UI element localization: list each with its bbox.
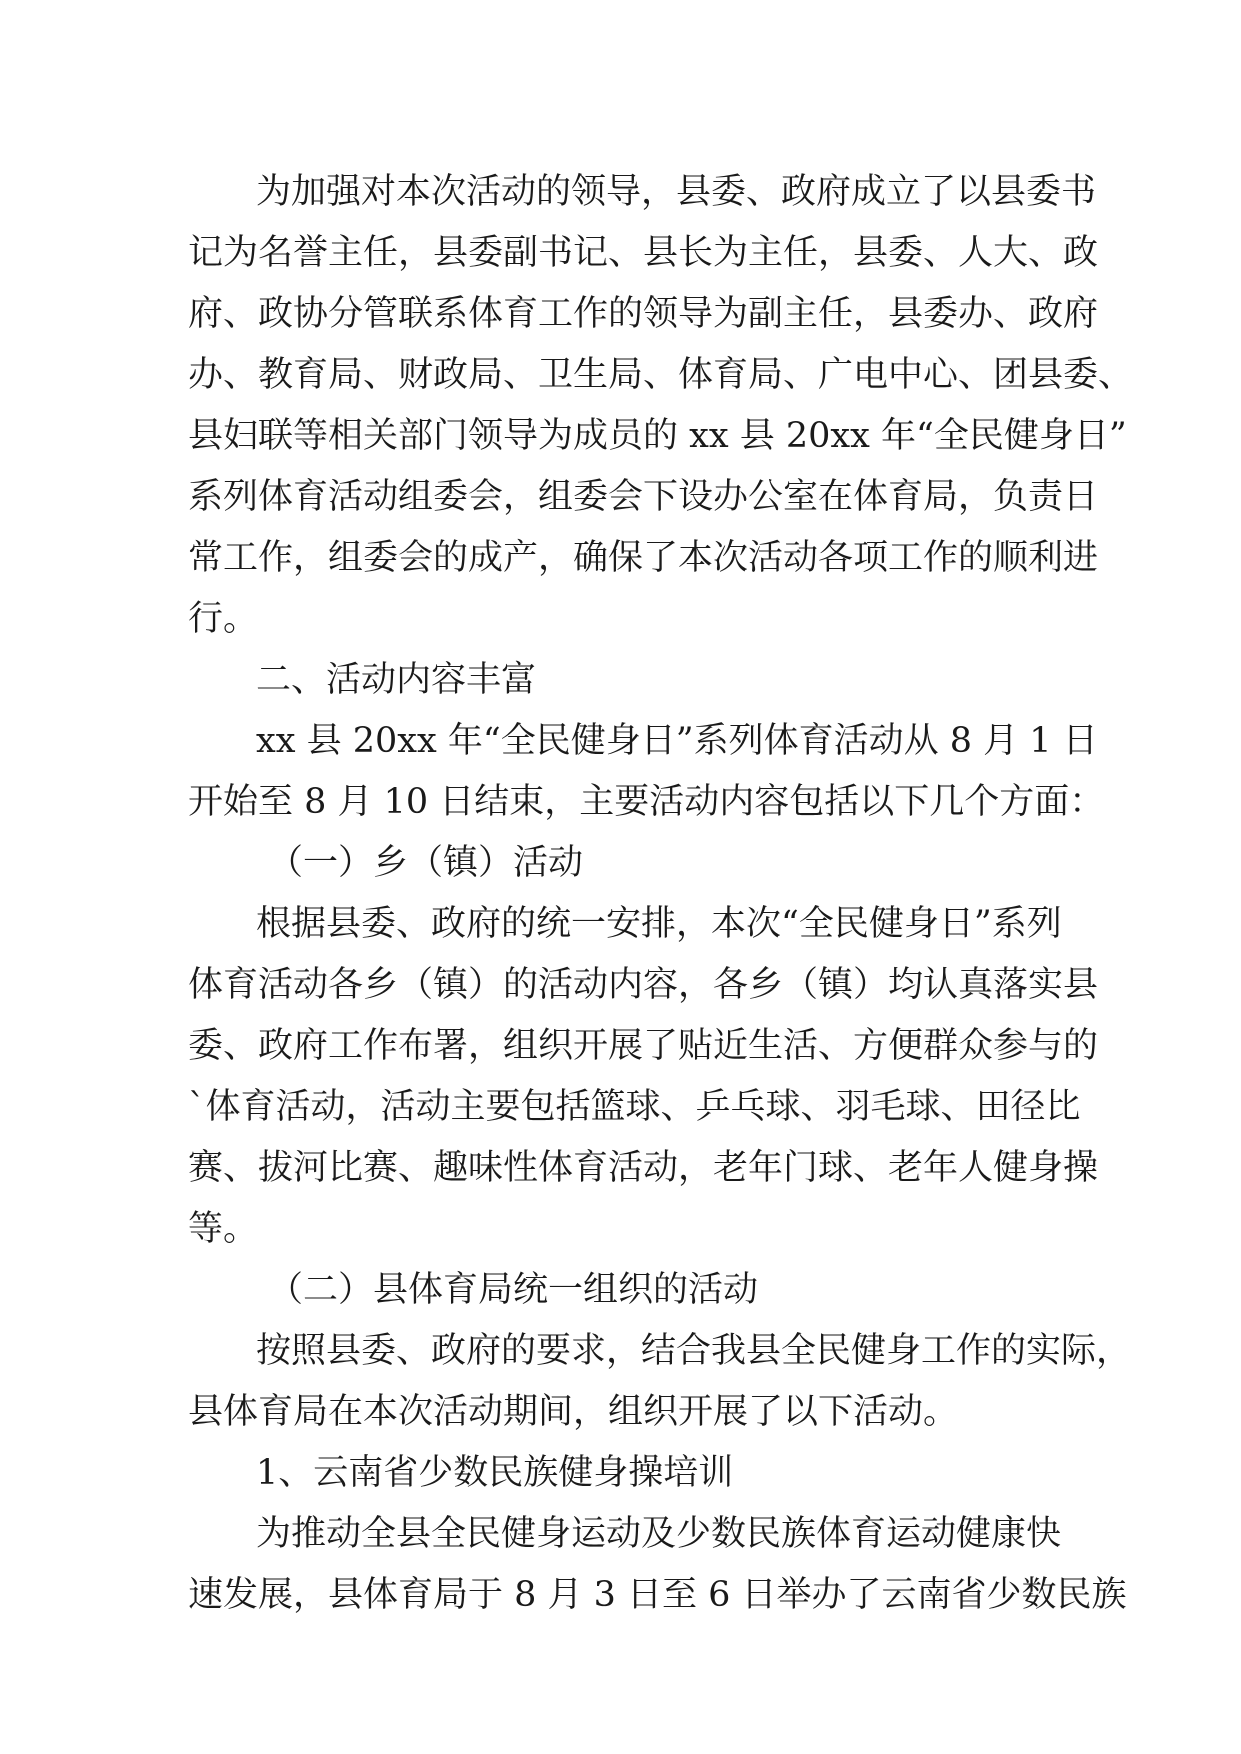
paragraph-line: 体育活动各乡（镇）的活动内容，各乡（镇）均认真落实县 [188, 965, 1099, 1005]
paragraph-line: 为加强对本次活动的领导，县委、政府成立了以县委书 [256, 172, 1097, 212]
paragraph-line: 为推动全县全民健身运动及少数民族体育运动健康快 [256, 1514, 1062, 1554]
paragraph-line: 赛、拔河比赛、趣味性体育活动，老年门球、老年人健身操 [188, 1148, 1099, 1188]
paragraph-line: 县妇联等相关部门领导为成员的 xx 县 20xx 年“全民健身日” [188, 416, 1127, 456]
paragraph-line: `体育活动，活动主要包括篮球、乒乓球、羽毛球、田径比 [188, 1087, 1081, 1127]
document-body [188, 162, 1134, 1626]
paragraph-line: 行。 [188, 599, 259, 639]
paragraph-line: 府、政协分管联系体育工作的领导为副主任，县委办、政府 [188, 294, 1099, 334]
paragraph-line: 按照县委、政府的要求，结合我县全民健身工作的实际， [256, 1331, 1132, 1371]
paragraph-line: 系列体育活动组委会，组委会下设办公室在体育局，负责日 [188, 477, 1099, 517]
paragraph-line: xx 县 20xx 年“全民健身日”系列体育活动从 8 月 1 日 [256, 721, 1098, 761]
paragraph-line: 县体育局在本次活动期间，组织开展了以下活动。 [188, 1392, 959, 1432]
section-heading: 二、活动内容丰富 [256, 660, 537, 700]
item-heading: 1、云南省少数民族健身操培训 [256, 1453, 734, 1493]
paragraph-line: 速发展，县体育局于 8 月 3 日至 6 日举办了云南省少数民族 [188, 1575, 1127, 1615]
paragraph-line: 记为名誉主任，县委副书记、县长为主任，县委、人大、政 [188, 233, 1099, 273]
subsection-heading: （二）县体育局统一组织的活动 [268, 1270, 759, 1310]
subsection-heading: （一）乡（镇）活动 [268, 843, 584, 883]
paragraph-line: 等。 [188, 1209, 259, 1249]
paragraph-line: 开始至 8 月 10 日结束，主要活动内容包括以下几个方面： [188, 782, 1105, 822]
paragraph-line: 办、教育局、财政局、卫生局、体育局、广电中心、团县委、 [188, 355, 1134, 395]
paragraph-line: 委、政府工作布署，组织开展了贴近生活、方便群众参与的 [188, 1026, 1099, 1066]
paragraph-line: 常工作，组委会的成产，确保了本次活动各项工作的顺利进 [188, 538, 1099, 578]
paragraph-line: 根据县委、政府的统一安排，本次“全民健身日”系列 [256, 904, 1062, 944]
